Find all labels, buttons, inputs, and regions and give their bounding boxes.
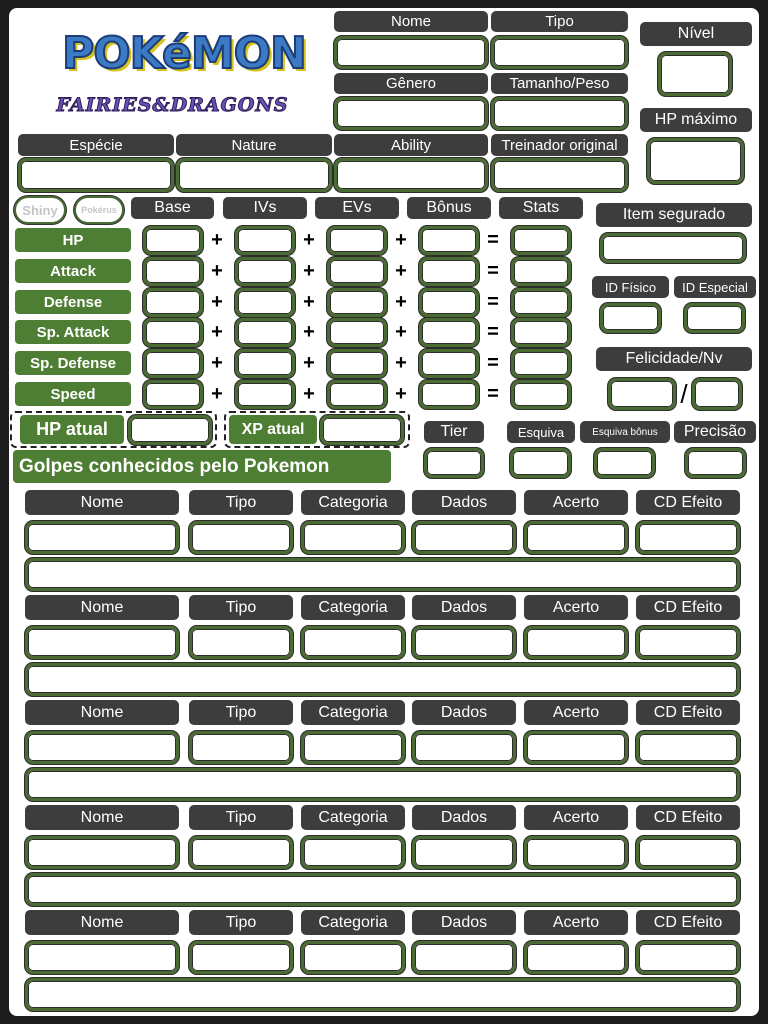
speed-equals-sign: = [487,383,499,405]
speed-bonus-field[interactable] [419,380,479,409]
defense-ivs-field[interactable] [235,288,295,317]
label-tier: Tier [424,421,484,443]
move-3-tipo-field[interactable] [189,731,293,764]
hp-atual-field[interactable] [128,415,212,445]
label-esquiva: Esquiva [507,421,575,443]
genero-field[interactable] [334,97,488,130]
move-4-categoria-field[interactable] [301,836,405,869]
move-5-label-cd-efeito: CD Efeito [636,910,740,935]
sp-attack-equals-sign: = [487,321,499,343]
label-precisao: Precisão [674,421,756,443]
speed-ivs-field[interactable] [235,380,295,409]
move-4-label-acerto: Acerto [524,805,628,830]
sp-attack-base-field[interactable] [143,318,203,347]
move-1-acerto-field[interactable] [524,521,628,554]
sp-defense-stats-field[interactable] [511,349,571,378]
especie-field[interactable] [18,158,174,192]
speed-plus-sign: + [303,383,315,405]
defense-bonus-field[interactable] [419,288,479,317]
xp-atual-field[interactable] [320,415,404,445]
sp-defense-plus-sign: + [211,352,223,374]
label-id-fisico: ID Físico [592,276,669,298]
move-4-label-tipo: Tipo [189,805,293,830]
label-hp-maximo: HP máximo [640,108,752,132]
sp-defense-evs-field[interactable] [327,349,387,378]
move-2-label-nome: Nome [25,595,179,620]
attack-equals-sign: = [487,260,499,282]
sp-attack-plus-sign: + [303,321,315,343]
move-4-acerto-field[interactable] [524,836,628,869]
treinador-original-field[interactable] [491,158,628,192]
hp-plus-sign: + [303,229,315,251]
sp-attack-ivs-field[interactable] [235,318,295,347]
move-1-nome-field[interactable] [25,521,179,554]
move-1-label-cd-efeito: CD Efeito [636,490,740,515]
id-especial-field[interactable] [684,303,745,333]
speed-base-field[interactable] [143,380,203,409]
label-felicidade-nv: Felicidade/Nv [596,347,752,371]
tier-field[interactable] [424,448,484,478]
move-1-label-nome: Nome [25,490,179,515]
felicidade-nv-field[interactable] [692,378,742,410]
attack-evs-field[interactable] [327,257,387,286]
label-especie: Espécie [18,134,174,156]
stat-label-hp: HP [15,228,131,252]
move-4-cd-efeito-field[interactable] [636,836,740,869]
label-evs: EVs [315,197,399,219]
logo-title: POKéMON [62,28,306,79]
move-4-label-nome: Nome [25,805,179,830]
attack-ivs-field[interactable] [235,257,295,286]
move-3-label-tipo: Tipo [189,700,293,725]
move-1-categoria-field[interactable] [301,521,405,554]
move-1-label-categoria: Categoria [301,490,405,515]
attack-base-field[interactable] [143,257,203,286]
label-tipo: Tipo [491,11,628,32]
attack-plus-sign: + [395,260,407,282]
move-1-label-tipo: Tipo [189,490,293,515]
id-fisico-field[interactable] [600,303,661,333]
label-nature: Nature [176,134,332,156]
move-4-label-cd-efeito: CD Efeito [636,805,740,830]
move-4-dados-field[interactable] [412,836,516,869]
label-nivel: Nível [640,22,752,46]
sp-attack-evs-field[interactable] [327,318,387,347]
moves-title: Golpes conhecidos pelo Pokemon [13,450,391,483]
defense-equals-sign: = [487,291,499,313]
nivel-field[interactable] [658,52,732,96]
move-3-acerto-field[interactable] [524,731,628,764]
move-5-label-acerto: Acerto [524,910,628,935]
move-2-label-tipo: Tipo [189,595,293,620]
move-5-tipo-field[interactable] [189,941,293,974]
move-3-label-nome: Nome [25,700,179,725]
move-5-cd-efeito-field[interactable] [636,941,740,974]
stat-label-speed: Speed [15,382,131,406]
ability-field[interactable] [334,158,488,192]
attack-stats-field[interactable] [511,257,571,286]
label-genero: Gênero [334,73,488,94]
felicidade-field[interactable] [608,378,676,410]
move-2-cd-efeito-field[interactable] [636,626,740,659]
move-2-label-cd-efeito: CD Efeito [636,595,740,620]
move-1-label-acerto: Acerto [524,490,628,515]
move-3-categoria-field[interactable] [301,731,405,764]
hp-maximo-field[interactable] [647,138,744,184]
move-5-label-tipo: Tipo [189,910,293,935]
move-2-dados-field[interactable] [412,626,516,659]
move-4-label-categoria: Categoria [301,805,405,830]
label-item-segurado: Item segurado [596,203,752,227]
attack-bonus-field[interactable] [419,257,479,286]
label-tamanho-peso: Tamanho/Peso [491,73,628,94]
move-3-dados-field[interactable] [412,731,516,764]
sp-attack-plus-sign: + [211,321,223,343]
move-1-description-field[interactable] [25,558,740,591]
sp-defense-plus-sign: + [303,352,315,374]
label-nome: Nome [334,11,488,32]
move-2-description-field[interactable] [25,663,740,696]
hp-bonus-field[interactable] [419,226,479,255]
attack-plus-sign: + [303,260,315,282]
tipo-field[interactable] [491,36,628,69]
item-segurado-field[interactable] [600,233,746,263]
sp-attack-bonus-field[interactable] [419,318,479,347]
label-hp-atual: HP atual [20,415,124,444]
move-1-dados-field[interactable] [412,521,516,554]
move-2-label-categoria: Categoria [301,595,405,620]
esquiva-field[interactable] [510,448,571,478]
label-ability: Ability [334,134,488,156]
move-1-label-dados: Dados [412,490,516,515]
esquiva-bonus-field[interactable] [594,448,655,478]
defense-plus-sign: + [395,291,407,313]
move-5-acerto-field[interactable] [524,941,628,974]
stat-label-defense: Defense [15,290,131,314]
defense-base-field[interactable] [143,288,203,317]
speed-plus-sign: + [211,383,223,405]
speed-stats-field[interactable] [511,380,571,409]
label-base: Base [131,197,214,219]
precisao-field[interactable] [685,448,746,478]
stat-label-sp-attack: Sp. Attack [15,320,131,344]
sp-defense-equals-sign: = [487,352,499,374]
sp-attack-stats-field[interactable] [511,318,571,347]
speed-evs-field[interactable] [327,380,387,409]
felicidade-slash: / [680,379,688,409]
sp-defense-base-field[interactable] [143,349,203,378]
move-5-categoria-field[interactable] [301,941,405,974]
move-2-categoria-field[interactable] [301,626,405,659]
label-esquiva-bonus: Esquiva bônus [580,421,670,443]
move-2-acerto-field[interactable] [524,626,628,659]
defense-plus-sign: + [303,291,315,313]
nome-field[interactable] [334,36,488,69]
label-treinador-original: Treinador original [491,134,628,156]
move-5-description-field[interactable] [25,978,740,1011]
move-3-nome-field[interactable] [25,731,179,764]
hp-base-field[interactable] [143,226,203,255]
move-3-label-dados: Dados [412,700,516,725]
move-2-tipo-field[interactable] [189,626,293,659]
sp-defense-plus-sign: + [395,352,407,374]
hp-stats-field[interactable] [511,226,571,255]
stat-label-attack: Attack [15,259,131,283]
move-2-nome-field[interactable] [25,626,179,659]
move-1-tipo-field[interactable] [189,521,293,554]
nature-field[interactable] [176,158,332,192]
move-5-label-dados: Dados [412,910,516,935]
hp-evs-field[interactable] [327,226,387,255]
label-bonus: Bônus [407,197,491,219]
label-stats: Stats [499,197,583,219]
speed-plus-sign: + [395,383,407,405]
shiny-toggle[interactable]: Shiny [14,196,66,224]
hp-ivs-field[interactable] [235,226,295,255]
stat-label-sp-defense: Sp. Defense [15,351,131,375]
sp-attack-plus-sign: + [395,321,407,343]
sp-defense-ivs-field[interactable] [235,349,295,378]
hp-plus-sign: + [211,229,223,251]
move-3-label-cd-efeito: CD Efeito [636,700,740,725]
hp-equals-sign: = [487,229,499,251]
move-5-label-categoria: Categoria [301,910,405,935]
move-3-label-categoria: Categoria [301,700,405,725]
move-4-nome-field[interactable] [25,836,179,869]
defense-stats-field[interactable] [511,288,571,317]
move-3-description-field[interactable] [25,768,740,801]
move-5-nome-field[interactable] [25,941,179,974]
hp-plus-sign: + [395,229,407,251]
label-xp-atual: XP atual [229,415,317,444]
move-2-label-acerto: Acerto [524,595,628,620]
move-4-description-field[interactable] [25,873,740,906]
label-id-especial: ID Especial [674,276,756,298]
move-4-label-dados: Dados [412,805,516,830]
pokerus-toggle[interactable]: Pokérus [74,196,124,224]
attack-plus-sign: + [211,260,223,282]
move-5-dados-field[interactable] [412,941,516,974]
logo-subtitle: FAIRIES&DRAGONS [56,94,289,116]
defense-plus-sign: + [211,291,223,313]
move-3-label-acerto: Acerto [524,700,628,725]
move-3-cd-efeito-field[interactable] [636,731,740,764]
tamanho-peso-field[interactable] [491,97,628,130]
move-5-label-nome: Nome [25,910,179,935]
defense-evs-field[interactable] [327,288,387,317]
label-ivs: IVs [223,197,307,219]
move-4-tipo-field[interactable] [189,836,293,869]
move-1-cd-efeito-field[interactable] [636,521,740,554]
move-2-label-dados: Dados [412,595,516,620]
sp-defense-bonus-field[interactable] [419,349,479,378]
